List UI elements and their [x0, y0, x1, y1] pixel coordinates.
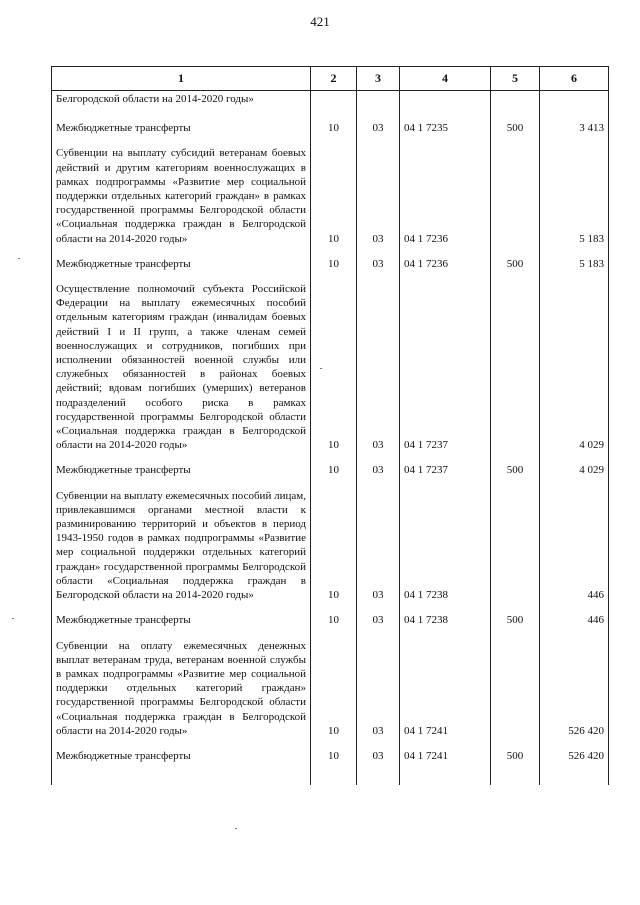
scan-speck — [18, 258, 20, 259]
row-target-code: 04 1 7238 — [400, 602, 491, 627]
column-header: 3 — [357, 67, 400, 91]
table-row — [52, 738, 609, 763]
empty-cell — [311, 763, 357, 785]
row-section — [311, 91, 357, 111]
row-description: Межбюджетные трансферты — [52, 110, 311, 135]
row-amount: 4 029 — [540, 271, 609, 452]
row-subsection: 03 — [357, 246, 400, 271]
row-target-code: 04 1 7237 — [400, 452, 491, 477]
table-row — [52, 110, 609, 135]
row-subsection: 03 — [357, 602, 400, 627]
row-section: 10 — [311, 452, 357, 477]
row-subsection: 03 — [357, 110, 400, 135]
row-amount: 5 183 — [540, 246, 609, 271]
empty-cell — [400, 763, 491, 785]
table-row — [52, 452, 609, 477]
row-description: Субвенции на оплату ежемесячных денежных выплат ветеранам труда, ветеранам военной службы в рамках подпрограммы «Развитие мер социальной поддержки отдельных категорий граждан» государственной программы Белгородской области «Социальная поддержка граждан в Белгородской области на 2014-2020 годы» — [52, 628, 311, 738]
empty-cell — [540, 763, 609, 785]
row-subsection — [357, 91, 400, 111]
row-amount: 3 413 — [540, 110, 609, 135]
row-section: 10 — [311, 738, 357, 763]
row-expense-type: 500 — [491, 738, 540, 763]
row-expense-type — [491, 628, 540, 738]
row-description: Субвенции на выплату субсидий ветеранам боевых действий и другим категориям военнослужащих в рамках подпрограммы «Развитие мер социальной поддержки отдельных категорий граждан» в рамках государственной программы Белгородской области «Социальная поддержка граждан в Белгородской области на 2014-2020 годы» — [52, 135, 311, 245]
row-subsection: 03 — [357, 478, 400, 603]
row-section: 10 — [311, 135, 357, 245]
row-subsection: 03 — [357, 738, 400, 763]
column-header: 6 — [540, 67, 609, 91]
scan-speck — [12, 618, 14, 619]
row-amount: 4 029 — [540, 452, 609, 477]
budget-table — [51, 66, 609, 785]
row-target-code — [400, 91, 491, 111]
row-amount: 526 420 — [540, 628, 609, 738]
row-target-code: 04 1 7237 — [400, 271, 491, 452]
table-header-row — [52, 67, 609, 91]
row-target-code: 04 1 7235 — [400, 110, 491, 135]
empty-cell — [491, 763, 540, 785]
table-row — [52, 628, 609, 738]
row-section: 10 — [311, 246, 357, 271]
row-description: Белгородской области на 2014-2020 годы» — [52, 91, 311, 111]
column-header: 5 — [491, 67, 540, 91]
column-header: 1 — [52, 67, 311, 91]
row-description: Межбюджетные трансферты — [52, 452, 311, 477]
row-description: Межбюджетные трансферты — [52, 738, 311, 763]
column-header: 2 — [311, 67, 357, 91]
row-target-code: 04 1 7241 — [400, 628, 491, 738]
row-amount — [540, 91, 609, 111]
scan-speck — [235, 828, 237, 829]
row-expense-type: 500 — [491, 246, 540, 271]
row-subsection: 03 — [357, 271, 400, 452]
row-expense-type: 500 — [491, 110, 540, 135]
row-subsection: 03 — [357, 452, 400, 477]
row-subsection: 03 — [357, 628, 400, 738]
table-row — [52, 246, 609, 271]
page-number: 421 — [310, 14, 330, 29]
row-amount: 526 420 — [540, 738, 609, 763]
row-section: 10 — [311, 271, 357, 452]
table-continuation-row — [52, 763, 609, 785]
row-expense-type: 500 — [491, 452, 540, 477]
table-row — [52, 91, 609, 111]
row-expense-type: 500 — [491, 602, 540, 627]
row-section: 10 — [311, 478, 357, 603]
empty-cell — [52, 763, 311, 785]
table-body — [52, 91, 609, 786]
row-description: Субвенции на выплату ежемесячных пособий лицам, привлекавшимся органами местной власти к разминированию территорий и объектов в период 1943-1950 годов в рамках подпрограммы «Развитие мер социальной поддержки отдельных категорий граждан» государственной программы Белгородской области «Социальная поддержка граждан в Белгородской области на 2014-2020 годы» — [52, 478, 311, 603]
row-target-code: 04 1 7241 — [400, 738, 491, 763]
column-header: 4 — [400, 67, 491, 91]
table-row — [52, 478, 609, 603]
row-section: 10 — [311, 628, 357, 738]
row-target-code: 04 1 7238 — [400, 478, 491, 603]
row-section: 10 — [311, 110, 357, 135]
row-amount: 446 — [540, 478, 609, 603]
row-target-code: 04 1 7236 — [400, 135, 491, 245]
scan-speck — [320, 368, 322, 369]
row-expense-type — [491, 271, 540, 452]
row-section: 10 — [311, 602, 357, 627]
row-expense-type — [491, 478, 540, 603]
table-row — [52, 271, 609, 452]
table-row — [52, 135, 609, 245]
row-description: Межбюджетные трансферты — [52, 246, 311, 271]
row-expense-type — [491, 91, 540, 111]
row-target-code: 04 1 7236 — [400, 246, 491, 271]
row-amount: 5 183 — [540, 135, 609, 245]
row-expense-type — [491, 135, 540, 245]
row-amount: 446 — [540, 602, 609, 627]
empty-cell — [357, 763, 400, 785]
row-description: Осуществление полномочий субъекта Российской Федерации на выплату ежемесячных пособий отдельным категориям граждан (инвалидам боевых действий I и II групп, а также членам семей военнослужащих и сотрудников, погибших при исполнении обязанностей военной службы или служебных обязанностей в районах боевых действий; вдовам погибших (умерших) ветеранов подразделений особого риска в рамках государственной программы Белгородской области «Социальная поддержка граждан в Белгородской области на 2014-2020 годы» — [52, 271, 311, 452]
table-row — [52, 602, 609, 627]
row-subsection: 03 — [357, 135, 400, 245]
row-description: Межбюджетные трансферты — [52, 602, 311, 627]
